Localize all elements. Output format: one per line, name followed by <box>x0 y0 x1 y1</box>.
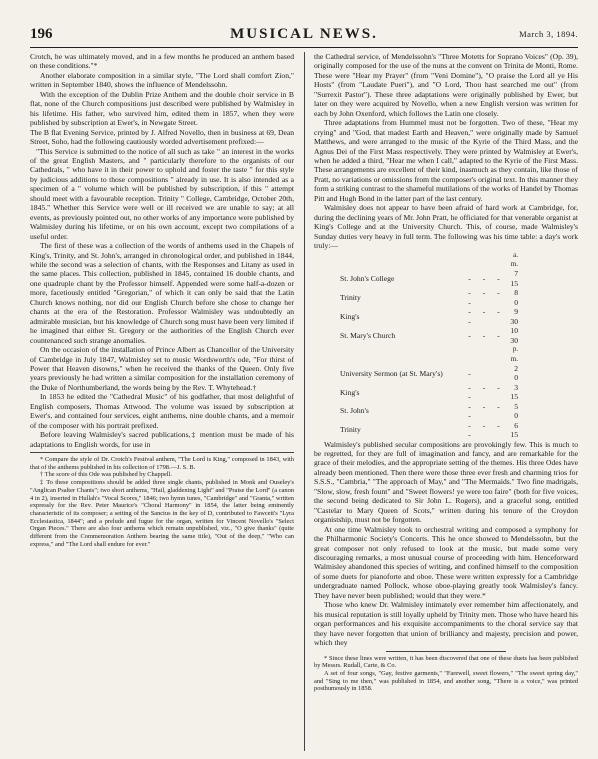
left-column <box>30 52 294 751</box>
right-footnotes <box>314 655 578 694</box>
header-rule <box>30 47 578 48</box>
column-divider <box>304 52 305 751</box>
journal-title: MUSICAL NEWS. <box>230 26 378 42</box>
paragraph: Those who knew Dr. Walmisley intimately ever remember him affectionately, and his musical reputation is still loyally upheld by Trinity men. Those who have heard his organ performances and his exquisite accompaniments to the choral service say that they have never forgotten that union of brilliancy and majesty, precision and power, which they <box>314 600 578 648</box>
paragraph: The first of these was a collection of the words of anthems used in the Chapels of King's, Trinity, and St. John's, arranged in chronological order, and published in 1844, while the second was a selection of chants, with the Responses and Litany as used in the same places. This collection, published in 1845, contained 16 double chants, and one quadruple chant by the Professor himself. Appended were some half-a-dozen or more, facetiously entitled "Gregorian," of which it can only be said that the Latin Church knows nothing, nor did our English Church before she chose to change her chants at the era of the Restoration. Professor Walmisley was undoubtedly an admirable musician, but his knowledge of Church song must have been very limited if he imagined that either St. Gregory or the authorities of the English Church ever countenanced such strange anomalies. <box>30 241 294 345</box>
paragraph: Crotch, he was ultimately moved, and in a few months he produced an anthem based on these conditions."* <box>30 52 294 71</box>
quoted-advertisement: "This Service is submitted to the notice of all such as take " an interest in the works of the great English Masters, and " particularly therefore to the organists of our Cathedrals, " who have it in their power to uphold and foster the taste " for this style by judicious additions to those compositions " already in use. It is also intended as a specimen of a " volume which will be published by subscription, if this " attempt should meet with a favourable reception. Trinity " College, Cambridge, October 20th, 1845." Whether this Service were well or ill received we are unable to say; at all events, as previously pointed out, no other works of any importance were published by Walmisley during his lifetime, or on his own account, except two compilations of a useful order. <box>30 146 294 241</box>
table-row: Trinity - - - - 8 0 <box>340 288 518 307</box>
table-row: p. m. <box>510 345 518 363</box>
article-columns <box>30 52 578 751</box>
footnote: A set of four songs, "Gay, festive garments," "Farewell, sweet flowers," "The sweet spring day," and "Sing to me then," was published in 1854, and another song, "There is a voice," was printed posthumously in 1858. <box>314 669 578 693</box>
sunday-timetable <box>314 251 578 440</box>
table-row: University Sermon (at St. Mary's) - 2 0 <box>340 363 518 383</box>
table-row: St. John's College - - - 7 15 <box>340 269 518 288</box>
paragraph: With the exception of the Dublin Prize Anthem and the double choir service in B flat, none of the Church compositions just described were published by Walmisley in his lifetime. His father, who survived him, edited them in 1857, when they were published by subscription at Ewer's, in Newgate Street. <box>30 89 294 128</box>
table-row: a. m. <box>510 250 518 268</box>
paragraph: Another elaborate composition in a similar style, "The Lord shall comfort Zion," written in September 1840, shows the influence of Mendelssohn. <box>30 70 294 90</box>
table-row: St. Mary's Church - - - 10 30 <box>340 326 518 345</box>
footnote: ‡ To these compositions should be added three single chants, published in Monk and Ouseley's "Anglican Psalter Chants"; two short anthems, "Hail, gladdening Light" and "Praise the Lord" (a canon 4 in 2), inserted in Hullah's "Vocal Scores," 1846; two hymn tunes, "Cambridge" and "Granta," written expressly for the Rev. Peter Maurice's "Choral Harmony" in 1854, the latter being eminently characteristic of its composer; a setting of the Sanctus in the key of D, contributed to Fawcett's "Lyra Ecclesiastica, 1844"; and a prelude and fugue for the organ, written for Vincent Novello's "Select Organ Pieces." There are also four anthems which remain unpublished, viz., "O give thanks" (quite different from the Commemoration Anthem bearing the same title), "Out of the deep," "Who can express," and "The Lord shall endure for ever." <box>30 479 294 548</box>
table-row: King's - - - - 3 15 <box>340 382 518 402</box>
paragraph: the Cathedral service, of Mendelssohn's "Three Motetts for Soprano Voices" (Op. 39), originally composed for the use of the nuns at the convent on Trinita de Monti, Rome. These were "Hear my Prayer" (from "Veni Domine"), "O praise the Lord all ye His Hosts" (from "Laudate Pueri"), and "O Lord, Thou hast searched me out" (from "Surrexit Pastor"). These three adaptations were originally published by Ewer, but later on they were acquired by Novello, when a new English version was written for each by John Oxenford, which follows the Latin one closely. <box>314 52 578 118</box>
paragraph: Before leaving Walmisley's sacred publications,‡ mention must be made of his adaptations to English words, for use in <box>30 430 294 449</box>
page-number: 196 <box>30 26 53 42</box>
footnote-rule <box>386 651 506 652</box>
paragraph: Walmisley's published secular compositions are provokingly few. This is much to be regretted, for they are full of imagination and fancy, and are remarkable for the grace of their melodies, and the appropriate setting of the themes. His three Odes have already been mentioned. Then there were those three ever fresh and charming trios for S.S.S., "Cambria," "The approach of May," and "The Mermaids." Two fine madrigals, "Slow, slow, fresh fount" and "Sweet flowers! ye were too faire" (both for five voices, the second being dedicated to Sir John L. Rogers), and a graceful song, entitled "Castelar to Mary Queen of Scots," written during his tenure of the Croydon organistship, must not be forgotten. <box>314 439 578 525</box>
paragraph: On the occasion of the installation of Prince Albert as Chancellor of the University of Cambridge in July 1847, Walmisley set to music Wordsworth's ode, "For thirst of Power that Heaven disowns," when he received the thanks of the Queen. Only five years previously he had written a similar composition for the installation ceremony of the Duke of Northumberland, the words being by the Rev. T. Whytehead.† <box>30 345 294 392</box>
paragraph: In 1853 he edited the "Cathedral Music" of his godfather, that most delightful of English composers, Thomas Attwood. The volume was issued by subscription at Ewer's, and contained four services, eight anthems, nine double chants, and a memoir of the composer with his portrait prefixed. <box>30 392 294 430</box>
table-row: St. John's - - - - 5 0 <box>340 401 518 421</box>
paragraph: The B flat Evening Service, printed by J. Alfred Novello, then in business at 69, Dean Street, Soho, had the following cautiously worded advertisement prefixed:— <box>30 127 294 147</box>
table-row: Trinity - - - - 6 15 <box>340 420 518 440</box>
page-header <box>30 26 578 42</box>
paragraph: Walmisley does not appear to have been afraid of hard work at Cambridge, for, during the declining years of Mr. John Pratt, he officiated for that venerable organist at King's College and at the University Church. This, of course, made Walmisley's Sunday duties very heavy in full term. The following was his time table: a day's work truly:— <box>314 203 578 251</box>
issue-date: March 3, 1894. <box>519 29 578 39</box>
paragraph: Three adaptations from Hummel must not be forgotten. Two of these, "Hear my crying" and "God, that madest Earth and Heaven," were originally made by Samuel Matthews, and were arranged to the music of the Kyrie of the Third Mass, and the Agnus Dei of the First Mass respectively. They were printed by Walmisley at Ewer's, when he added a third, "Hear me when I call," adapted to the Kyrie of the First Mass. These arrangements are excellent of their kind, inasmuch as they contain, like those of Pratt, no variations or omissions from the composer's original text. In this manner they form a striking contrast to the shameful mutilations of the works of Handel by Thomas Pitt and Hugh Bond in the latter part of the last century. <box>314 118 578 203</box>
footnote: † The score of this Ode was published by Chappell. <box>40 471 172 479</box>
left-footnotes <box>30 456 294 548</box>
footnote: * Since these lines were written, it has been discovered that one of these duets has been published by Messrs. Rudall, Carte, & Co. <box>314 654 578 670</box>
right-column <box>314 52 578 751</box>
table-row: King's - - - - 9 30 <box>340 307 518 326</box>
footnote: * Compare the style of Dr. Crotch's Festival anthem, "The Lord is King," composed in 1843, with that of the anthems published in his collection of 1798.—J. S. B. <box>30 456 294 471</box>
footnote-rule <box>30 452 294 453</box>
paragraph: At one time Walmisley took to orchestral writing and composed a symphony for the Philharmonic Society's Concerts. This he once showed to Mendelssohn, but the great composer not only refused to look at the music, but made some very discouraging remarks, a most unusual course of proceeding with him. Henceforward Walmisley abandoned this species of writing, and confined himself to the composition of some duets for pianoforte and oboe. These were written expressly for a Cambridge undergraduate named Pollock, whose oboe-playing greatly took Walmisley's fancy. They have never been published; would that they were.* <box>314 524 578 600</box>
